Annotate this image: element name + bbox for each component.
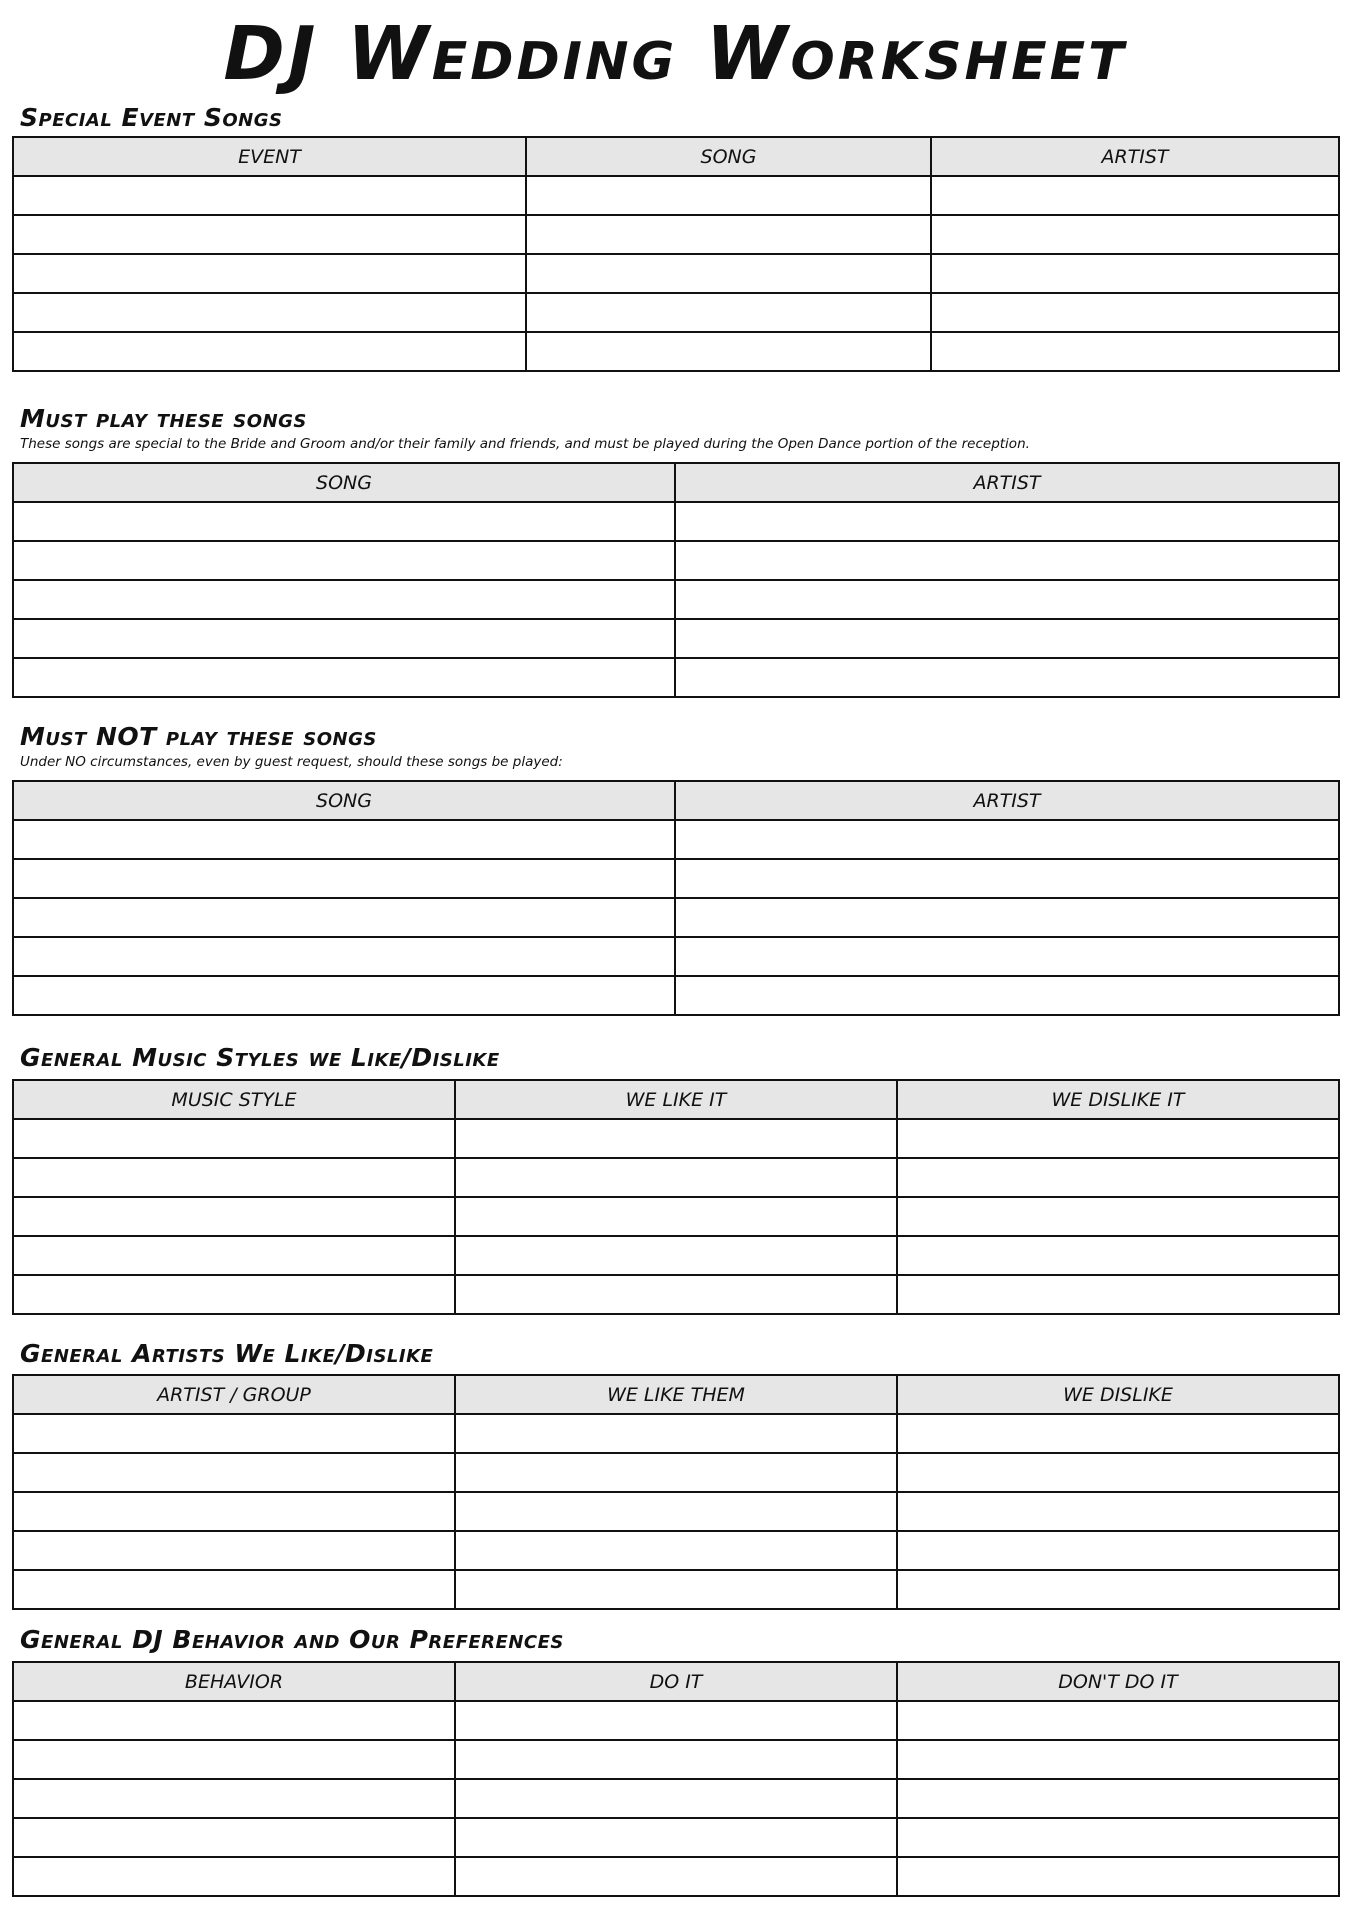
table-row: [13, 937, 1339, 976]
table-row: [13, 898, 1339, 937]
table-row: [13, 502, 1339, 541]
table-row: [13, 541, 1339, 580]
input-cell[interactable]: [455, 1275, 897, 1314]
must-not-play-table: [12, 780, 1340, 1016]
column-header-we-like-it: WE LIKE IT: [455, 1080, 897, 1119]
input-cell[interactable]: [675, 820, 1339, 859]
table-row: [13, 1414, 1339, 1453]
input-cell[interactable]: [455, 1857, 897, 1896]
input-cell[interactable]: [455, 1236, 897, 1275]
input-cell[interactable]: [526, 215, 931, 254]
column-header-artist-group: ARTIST / GROUP: [13, 1375, 455, 1414]
section-note-must-play: These songs are special to the Bride and Groom and/or their family and friends, and must be played during the Open Dance portion of the reception.: [20, 436, 1030, 452]
input-cell[interactable]: [13, 1570, 455, 1609]
input-cell[interactable]: [675, 976, 1339, 1015]
input-cell[interactable]: [675, 658, 1339, 697]
column-header-do-it: DO IT: [455, 1662, 897, 1701]
input-cell[interactable]: [13, 215, 526, 254]
column-header-we-dislike-it: WE DISLIKE IT: [897, 1080, 1339, 1119]
table-row: [13, 254, 1339, 293]
input-cell[interactable]: [931, 176, 1339, 215]
input-cell[interactable]: [13, 820, 675, 859]
column-header-behavior: BEHAVIOR: [13, 1662, 455, 1701]
input-cell[interactable]: [455, 1701, 897, 1740]
section-title-dj-behavior: General DJ Behavior and Our Preferences: [20, 1625, 564, 1654]
must-play-table: [12, 462, 1340, 698]
input-cell[interactable]: [897, 1818, 1339, 1857]
column-header-dont-do-it: DON'T DO IT: [897, 1662, 1339, 1701]
input-cell[interactable]: [897, 1740, 1339, 1779]
input-cell[interactable]: [13, 293, 526, 332]
table-row: [13, 1531, 1339, 1570]
input-cell[interactable]: [13, 580, 675, 619]
table-row: [13, 658, 1339, 697]
table-row: [13, 1275, 1339, 1314]
input-cell[interactable]: [897, 1158, 1339, 1197]
table-row: [13, 1570, 1339, 1609]
special-event-songs-table: [12, 136, 1340, 372]
table-row: [13, 976, 1339, 1015]
input-cell[interactable]: [13, 502, 675, 541]
input-cell[interactable]: [455, 1414, 897, 1453]
input-cell[interactable]: [13, 541, 675, 580]
input-cell[interactable]: [455, 1119, 897, 1158]
section-note-must-not-play: Under NO circumstances, even by guest request, should these songs be played:: [20, 754, 563, 770]
table-row: [13, 1740, 1339, 1779]
input-cell[interactable]: [13, 1275, 455, 1314]
artists-table: [12, 1374, 1340, 1610]
input-cell[interactable]: [526, 176, 931, 215]
input-cell[interactable]: [897, 1197, 1339, 1236]
input-cell[interactable]: [455, 1453, 897, 1492]
input-cell[interactable]: [931, 215, 1339, 254]
input-cell[interactable]: [13, 1779, 455, 1818]
section-title-must-play: Must play these songs: [20, 404, 307, 433]
input-cell[interactable]: [675, 541, 1339, 580]
table-row: [13, 1236, 1339, 1275]
input-cell[interactable]: [897, 1701, 1339, 1740]
input-cell[interactable]: [897, 1236, 1339, 1275]
input-cell[interactable]: [675, 580, 1339, 619]
column-header-song: SONG: [13, 781, 675, 820]
input-cell[interactable]: [13, 1236, 455, 1275]
input-cell[interactable]: [13, 1197, 455, 1236]
column-header-artist: ARTIST: [675, 781, 1339, 820]
input-cell[interactable]: [13, 658, 675, 697]
input-cell[interactable]: [897, 1275, 1339, 1314]
page-title: DJ Wedding Worksheet: [223, 11, 1127, 97]
table-row: [13, 215, 1339, 254]
table-row: [13, 1857, 1339, 1896]
column-header-song: SONG: [526, 137, 931, 176]
input-cell[interactable]: [455, 1740, 897, 1779]
input-cell[interactable]: [13, 332, 526, 371]
input-cell[interactable]: [13, 254, 526, 293]
table-row: [13, 1779, 1339, 1818]
input-cell[interactable]: [897, 1414, 1339, 1453]
input-cell[interactable]: [897, 1779, 1339, 1818]
table-row: [13, 1197, 1339, 1236]
column-header-event: EVENT: [13, 137, 526, 176]
input-cell[interactable]: [13, 1119, 455, 1158]
input-cell[interactable]: [455, 1158, 897, 1197]
input-cell[interactable]: [13, 619, 675, 658]
input-cell[interactable]: [13, 859, 675, 898]
dj-behavior-table: [12, 1661, 1340, 1897]
input-cell[interactable]: [675, 859, 1339, 898]
input-cell[interactable]: [675, 502, 1339, 541]
column-header-artist: ARTIST: [931, 137, 1339, 176]
column-header-artist: ARTIST: [675, 463, 1339, 502]
table-row: [13, 1158, 1339, 1197]
input-cell[interactable]: [13, 1414, 455, 1453]
input-cell[interactable]: [13, 1857, 455, 1896]
input-cell[interactable]: [931, 254, 1339, 293]
music-styles-table: [12, 1079, 1340, 1315]
input-cell[interactable]: [455, 1779, 897, 1818]
column-header-music-style: MUSIC STYLE: [13, 1080, 455, 1119]
input-cell[interactable]: [13, 976, 675, 1015]
input-cell[interactable]: [13, 1818, 455, 1857]
input-cell[interactable]: [526, 332, 931, 371]
column-header-we-dislike: WE DISLIKE: [897, 1375, 1339, 1414]
section-title-must-not-play: Must NOT play these songs: [20, 722, 377, 751]
input-cell[interactable]: [13, 898, 675, 937]
table-row: [13, 580, 1339, 619]
input-cell[interactable]: [897, 1531, 1339, 1570]
input-cell[interactable]: [526, 254, 931, 293]
input-cell[interactable]: [897, 1453, 1339, 1492]
input-cell[interactable]: [455, 1570, 897, 1609]
input-cell[interactable]: [675, 619, 1339, 658]
table-row: [13, 859, 1339, 898]
input-cell[interactable]: [931, 332, 1339, 371]
input-cell[interactable]: [13, 1531, 455, 1570]
table-row: [13, 820, 1339, 859]
table-row: [13, 332, 1339, 371]
input-cell[interactable]: [13, 1492, 455, 1531]
column-header-song: SONG: [13, 463, 675, 502]
input-cell[interactable]: [455, 1531, 897, 1570]
table-row: [13, 1453, 1339, 1492]
input-cell[interactable]: [455, 1492, 897, 1531]
column-header-we-like-them: WE LIKE THEM: [455, 1375, 897, 1414]
input-cell[interactable]: [13, 176, 526, 215]
table-row: [13, 1492, 1339, 1531]
input-cell[interactable]: [455, 1818, 897, 1857]
table-row: [13, 619, 1339, 658]
input-cell[interactable]: [675, 937, 1339, 976]
input-cell[interactable]: [13, 937, 675, 976]
input-cell[interactable]: [13, 1158, 455, 1197]
input-cell[interactable]: [931, 293, 1339, 332]
input-cell[interactable]: [13, 1701, 455, 1740]
table-row: [13, 1701, 1339, 1740]
input-cell[interactable]: [897, 1570, 1339, 1609]
table-row: [13, 1818, 1339, 1857]
input-cell[interactable]: [897, 1492, 1339, 1531]
input-cell[interactable]: [13, 1453, 455, 1492]
table-row: [13, 176, 1339, 215]
input-cell[interactable]: [897, 1857, 1339, 1896]
input-cell[interactable]: [897, 1119, 1339, 1158]
input-cell[interactable]: [455, 1197, 897, 1236]
input-cell[interactable]: [526, 293, 931, 332]
table-row: [13, 1119, 1339, 1158]
input-cell[interactable]: [13, 1740, 455, 1779]
section-title-music-styles: General Music Styles we Like/Dislike: [20, 1043, 500, 1072]
table-row: [13, 293, 1339, 332]
section-title-artists: General Artists We Like/Dislike: [20, 1339, 434, 1368]
section-title-special-event-songs: Special Event Songs: [20, 103, 283, 132]
input-cell[interactable]: [675, 898, 1339, 937]
